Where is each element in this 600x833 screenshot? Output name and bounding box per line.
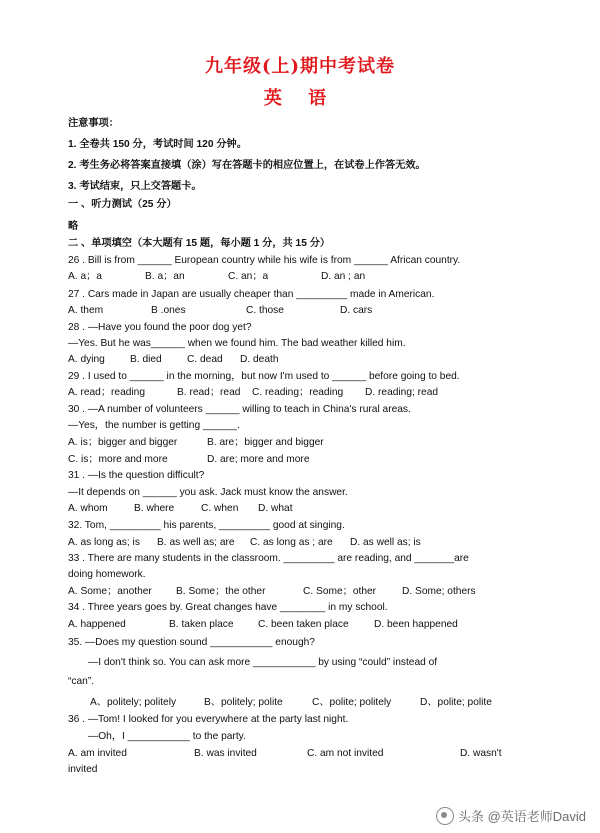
question-stem: 27 . Cars made in Japan are usually cheaper than _________ made in American. [68, 289, 435, 300]
option-d: D. cars [340, 305, 373, 316]
question-line: doing homework. [68, 569, 146, 580]
option-b: B. Some；the other [176, 586, 266, 597]
option-b: B. taken place [169, 619, 234, 630]
option-a: A. Some；another [68, 586, 152, 597]
watermark [436, 806, 586, 825]
question-stem: 34 . Three years goes by. Great changes have ________ in my school. [68, 602, 388, 613]
question-stem: 29 . I used to ______ in the morning，but now I'm used to ______ before going to bed. [68, 371, 460, 382]
section-heading: 二 、单项填空（本大题有 15 题，每小题 1 分，共 15 分） [68, 238, 331, 249]
option-d: D. as well as; is [350, 537, 421, 548]
option-d: D、polite; polite [420, 697, 492, 708]
option-a: A. am invited [68, 748, 127, 759]
option-c: C. been taken place [258, 619, 349, 630]
option-b: B. a；an [145, 271, 185, 282]
option-d: D. Some; others [402, 586, 476, 597]
question-stem: 32. Tom, _________ his parents, _________ good at singing. [68, 520, 345, 531]
option-c: C. dead [187, 354, 223, 365]
option-a: A. a；a [68, 271, 102, 282]
option-b: B. read；read [177, 387, 241, 398]
omitted-note: 略 [68, 221, 79, 232]
option-b: B .ones [151, 305, 186, 316]
option-c: C. an；a [228, 271, 269, 282]
option-b: B、politely; polite [204, 697, 283, 708]
notice-heading: 注意事项： [68, 118, 119, 129]
option-c: C. am not invited [307, 748, 384, 759]
notice-item: 1. 全卷共 150 分，考试时间 120 分钟。 [68, 139, 247, 150]
question-stem: 30 . —A number of volunteers ______ willing to teach in China's rural areas. [68, 404, 411, 415]
option-a: A. dying [68, 354, 105, 365]
question-stem: 28 . —Have you found the poor dog yet? [68, 322, 252, 333]
watermark-text: 头条 @英语老师David [457, 809, 586, 824]
option-d: D. are; more and more [207, 454, 310, 465]
option-b: B. was invited [194, 748, 257, 759]
section-heading: 一 、听力测试（25 分） [68, 199, 177, 210]
notice-item: 3. 考试结束，只上交答题卡。 [68, 181, 202, 192]
option-c: C、polite; politely [312, 697, 392, 708]
option-d-continued: invited [68, 764, 98, 775]
subject-title: 英 语 [263, 88, 337, 109]
option-b: B. where [134, 503, 175, 514]
question-stem: 31 . —Is the question difficult? [68, 470, 205, 481]
option-c: C. those [246, 305, 284, 316]
option-a: A、politely; politely [90, 697, 177, 708]
option-d: D. what [258, 503, 293, 514]
option-a: A. read；reading [68, 387, 146, 398]
option-a: A. as long as; is [68, 537, 140, 548]
exam-title: 九年级(上)期中考试卷 [204, 56, 396, 77]
option-c: C. is；more and more [68, 454, 168, 465]
question-stem: 33 . There are many students in the classroom. _________ are reading, and _______are [68, 553, 469, 564]
option-d: D. wasn't [460, 748, 502, 759]
option-d: D. an ; an [321, 271, 366, 282]
camera-logo-icon [436, 807, 454, 825]
option-c: C. Some；other [303, 586, 377, 597]
option-a: A. them [68, 305, 104, 316]
question-stem: 26 . Bill is from ______ European country while his wife is from ______ African country. [68, 255, 461, 266]
option-b: B. are；bigger and bigger [207, 437, 324, 448]
question-line: —I don't think so. You can ask more ___________ by using “could” instead of [88, 657, 438, 668]
option-b: B. died [130, 354, 162, 365]
question-line: —Yes，the number is getting ______. [68, 420, 240, 431]
option-d: D. reading; read [365, 387, 439, 398]
option-c: C. as long as ; are [250, 537, 333, 548]
option-b: B. as well as; are [157, 537, 235, 548]
question-line: “can”. [68, 676, 95, 687]
question-line: —Yes. But he was______ when we found him. The bad weather killed him. [68, 338, 406, 349]
option-a: A. whom [68, 503, 108, 514]
option-a: A. happened [68, 619, 126, 630]
option-a: A. is；bigger and bigger [68, 437, 178, 448]
question-line: —It depends on ______ you ask. Jack must know the answer. [68, 487, 348, 498]
notice-item: 2. 考生务必将答案直接填（涂）写在答题卡的相应位置上，在试卷上作答无效。 [68, 160, 426, 171]
option-c: C. when [201, 503, 239, 514]
question-stem: 36 . —Tom! I looked for you everywhere at the party last night. [68, 714, 349, 725]
option-d: D. death [240, 354, 279, 365]
question-line: —Oh，I ___________ to the party. [88, 731, 246, 742]
option-d: D. been happened [374, 619, 458, 630]
option-c: C. reading；reading [252, 387, 344, 398]
question-stem: 35. —Does my question sound ___________ enough? [68, 637, 315, 648]
